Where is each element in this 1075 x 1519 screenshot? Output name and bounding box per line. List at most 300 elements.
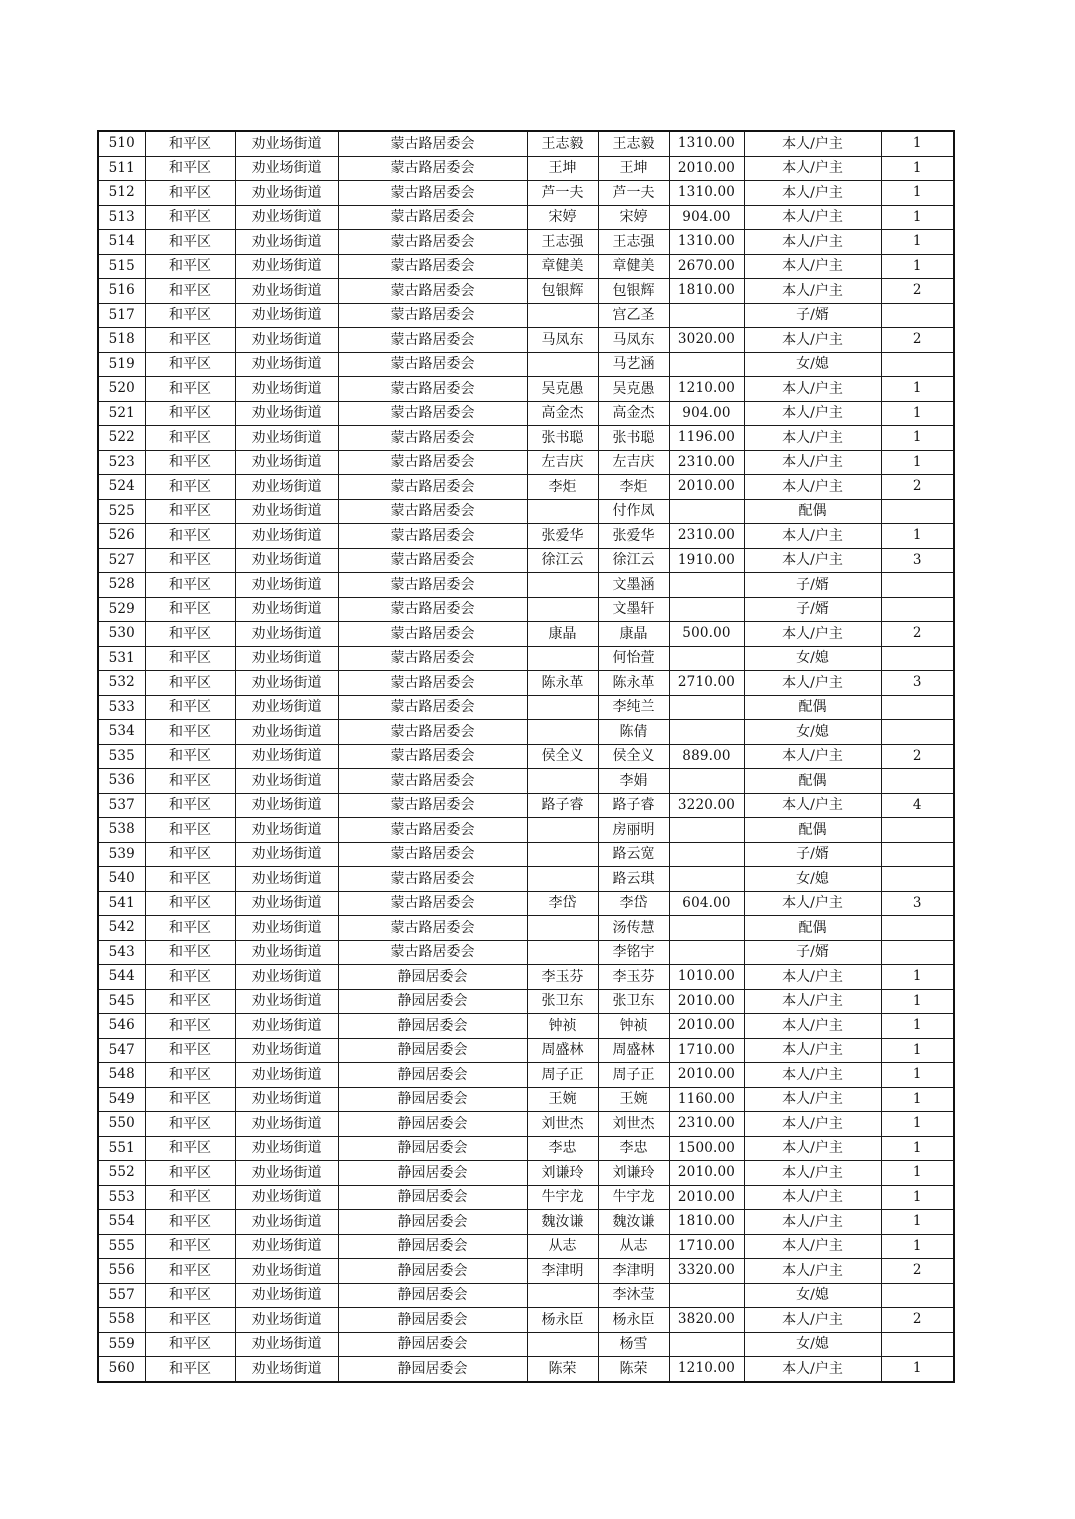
community-cell: 蒙古路居委会 [338,916,527,941]
table-row [98,1161,954,1186]
household-head-cell: 张爱华 [527,524,598,549]
community-cell: 蒙古路居委会 [338,450,527,475]
household-head-cell [527,1283,598,1308]
relation-cell: 本人/户主 [744,279,881,304]
street-cell: 劝业场街道 [235,230,338,255]
household-head-cell [527,842,598,867]
table-row [98,671,954,696]
member-name-cell: 李岱 [598,891,669,916]
table-row [98,1112,954,1137]
relation-cell: 本人/户主 [744,1014,881,1039]
member-name-cell: 李炬 [598,475,669,500]
community-cell: 静园居委会 [338,1332,527,1357]
household-head-cell [527,916,598,941]
relation-cell: 女/媳 [744,867,881,892]
household-size-cell: 1 [881,1087,954,1112]
row-number-cell: 550 [98,1112,145,1137]
household-head-cell: 张书聪 [527,426,598,451]
district-cell: 和平区 [145,1161,235,1186]
relation-cell: 本人/户主 [744,622,881,647]
household-head-cell [527,597,598,622]
household-size-cell: 1 [881,989,954,1014]
street-cell: 劝业场街道 [235,720,338,745]
relation-cell: 本人/户主 [744,1357,881,1382]
street-cell: 劝业场街道 [235,818,338,843]
street-cell: 劝业场街道 [235,377,338,402]
row-number-cell: 521 [98,401,145,426]
row-number-cell: 544 [98,965,145,990]
amount-cell: 2010.00 [669,475,744,500]
street-cell: 劝业场街道 [235,891,338,916]
table-row [98,989,954,1014]
street-cell: 劝业场街道 [235,352,338,377]
household-size-cell [881,695,954,720]
household-size-cell: 3 [881,671,954,696]
relation-cell: 女/媳 [744,352,881,377]
row-number-cell: 519 [98,352,145,377]
district-cell: 和平区 [145,548,235,573]
relation-cell: 女/媳 [744,1283,881,1308]
household-head-cell [527,499,598,524]
relation-cell: 本人/户主 [744,1185,881,1210]
community-cell: 蒙古路居委会 [338,205,527,230]
household-size-cell: 1 [881,426,954,451]
household-head-cell [527,695,598,720]
member-name-cell: 刘谦玲 [598,1161,669,1186]
relation-cell: 本人/户主 [744,524,881,549]
district-cell: 和平区 [145,328,235,353]
street-cell: 劝业场街道 [235,1087,338,1112]
row-number-cell: 522 [98,426,145,451]
member-name-cell: 周盛林 [598,1038,669,1063]
relation-cell: 本人/户主 [744,1112,881,1137]
member-name-cell: 王婉 [598,1087,669,1112]
member-name-cell: 李玉芬 [598,965,669,990]
member-name-cell: 张书聪 [598,426,669,451]
member-name-cell: 左吉庆 [598,450,669,475]
row-number-cell: 520 [98,377,145,402]
amount-cell: 3320.00 [669,1259,744,1284]
household-head-cell: 李玉芬 [527,965,598,990]
community-cell: 蒙古路居委会 [338,131,527,156]
table-row [98,891,954,916]
household-head-cell: 陈永革 [527,671,598,696]
member-name-cell: 高金杰 [598,401,669,426]
member-name-cell: 陈荣 [598,1357,669,1382]
household-size-cell [881,818,954,843]
household-size-cell: 1 [881,205,954,230]
street-cell: 劝业场街道 [235,1136,338,1161]
household-size-cell: 1 [881,1112,954,1137]
district-cell: 和平区 [145,695,235,720]
district-cell: 和平区 [145,965,235,990]
amount-cell: 1910.00 [669,548,744,573]
household-head-cell: 章健美 [527,254,598,279]
member-name-cell: 王志毅 [598,131,669,156]
district-cell: 和平区 [145,671,235,696]
row-number-cell: 535 [98,744,145,769]
community-cell: 蒙古路居委会 [338,524,527,549]
district-cell: 和平区 [145,1112,235,1137]
member-name-cell: 房丽明 [598,818,669,843]
street-cell: 劝业场街道 [235,1185,338,1210]
street-cell: 劝业场街道 [235,401,338,426]
member-name-cell: 芦一夫 [598,181,669,206]
street-cell: 劝业场街道 [235,622,338,647]
member-name-cell: 陈永革 [598,671,669,696]
district-cell: 和平区 [145,793,235,818]
street-cell: 劝业场街道 [235,965,338,990]
table-row [98,1087,954,1112]
household-head-cell: 康晶 [527,622,598,647]
row-number-cell: 541 [98,891,145,916]
relation-cell: 本人/户主 [744,426,881,451]
household-head-cell: 包银辉 [527,279,598,304]
amount-cell: 1810.00 [669,1210,744,1235]
row-number-cell: 557 [98,1283,145,1308]
household-head-cell [527,818,598,843]
row-number-cell: 527 [98,548,145,573]
relation-cell: 子/婿 [744,842,881,867]
amount-cell: 889.00 [669,744,744,769]
amount-cell [669,1332,744,1357]
district-cell: 和平区 [145,377,235,402]
row-number-cell: 510 [98,131,145,156]
community-cell: 蒙古路居委会 [338,426,527,451]
street-cell: 劝业场街道 [235,1014,338,1039]
household-size-cell: 1 [881,156,954,181]
household-size-cell: 1 [881,1357,954,1382]
relation-cell: 子/婿 [744,940,881,965]
relation-cell: 本人/户主 [744,230,881,255]
member-name-cell: 宫乙圣 [598,303,669,328]
table-row [98,818,954,843]
community-cell: 蒙古路居委会 [338,279,527,304]
street-cell: 劝业场街道 [235,131,338,156]
household-size-cell [881,1332,954,1357]
district-cell: 和平区 [145,867,235,892]
member-name-cell: 李铭宇 [598,940,669,965]
member-name-cell: 魏汝谦 [598,1210,669,1235]
district-cell: 和平区 [145,646,235,671]
relation-cell: 本人/户主 [744,377,881,402]
row-number-cell: 546 [98,1014,145,1039]
community-cell: 蒙古路居委会 [338,548,527,573]
amount-cell: 604.00 [669,891,744,916]
street-cell: 劝业场街道 [235,695,338,720]
amount-cell: 3820.00 [669,1308,744,1333]
table-row [98,1332,954,1357]
amount-cell: 2010.00 [669,1161,744,1186]
household-size-cell: 4 [881,793,954,818]
row-number-cell: 539 [98,842,145,867]
table-row [98,965,954,990]
community-cell: 静园居委会 [338,1357,527,1382]
row-number-cell: 542 [98,916,145,941]
household-size-cell: 1 [881,254,954,279]
community-cell: 蒙古路居委会 [338,867,527,892]
street-cell: 劝业场街道 [235,646,338,671]
member-name-cell: 钟祯 [598,1014,669,1039]
row-number-cell: 538 [98,818,145,843]
member-name-cell: 马凤东 [598,328,669,353]
district-cell: 和平区 [145,1357,235,1382]
row-number-cell: 531 [98,646,145,671]
household-size-cell [881,842,954,867]
member-name-cell: 马艺涵 [598,352,669,377]
table-row [98,230,954,255]
member-name-cell: 文墨轩 [598,597,669,622]
table-row [98,940,954,965]
community-cell: 静园居委会 [338,1112,527,1137]
household-head-cell: 刘世杰 [527,1112,598,1137]
relation-cell: 本人/户主 [744,1087,881,1112]
amount-cell: 904.00 [669,401,744,426]
district-cell: 和平区 [145,940,235,965]
household-size-cell [881,867,954,892]
member-name-cell: 吴克愚 [598,377,669,402]
row-number-cell: 556 [98,1259,145,1284]
table-row [98,352,954,377]
row-number-cell: 536 [98,769,145,794]
amount-cell: 904.00 [669,205,744,230]
row-number-cell: 517 [98,303,145,328]
household-size-cell [881,720,954,745]
district-cell: 和平区 [145,842,235,867]
household-size-cell: 2 [881,475,954,500]
amount-cell: 1500.00 [669,1136,744,1161]
row-number-cell: 530 [98,622,145,647]
district-cell: 和平区 [145,597,235,622]
amount-cell: 1160.00 [669,1087,744,1112]
community-cell: 静园居委会 [338,1136,527,1161]
relation-cell: 本人/户主 [744,548,881,573]
row-number-cell: 533 [98,695,145,720]
district-cell: 和平区 [145,131,235,156]
community-cell: 静园居委会 [338,989,527,1014]
relation-cell: 本人/户主 [744,891,881,916]
household-head-cell: 钟祯 [527,1014,598,1039]
household-head-cell: 左吉庆 [527,450,598,475]
street-cell: 劝业场街道 [235,499,338,524]
member-name-cell: 王志强 [598,230,669,255]
district-cell: 和平区 [145,254,235,279]
household-head-cell [527,646,598,671]
member-name-cell: 杨雪 [598,1332,669,1357]
amount-cell: 2710.00 [669,671,744,696]
relation-cell: 本人/户主 [744,1038,881,1063]
household-size-cell: 1 [881,1136,954,1161]
community-cell: 蒙古路居委会 [338,181,527,206]
street-cell: 劝业场街道 [235,769,338,794]
amount-cell: 2310.00 [669,450,744,475]
relation-cell: 子/婿 [744,303,881,328]
district-cell: 和平区 [145,205,235,230]
row-number-cell: 523 [98,450,145,475]
amount-cell [669,352,744,377]
household-head-cell: 路子睿 [527,793,598,818]
street-cell: 劝业场街道 [235,671,338,696]
household-size-cell: 1 [881,131,954,156]
table-row [98,475,954,500]
district-cell: 和平区 [145,401,235,426]
amount-cell [669,597,744,622]
household-head-cell [527,940,598,965]
relation-cell: 本人/户主 [744,475,881,500]
table-row [98,254,954,279]
household-head-cell [527,1332,598,1357]
street-cell: 劝业场街道 [235,475,338,500]
street-cell: 劝业场街道 [235,181,338,206]
household-size-cell: 2 [881,328,954,353]
district-cell: 和平区 [145,573,235,598]
amount-cell: 1210.00 [669,1357,744,1382]
street-cell: 劝业场街道 [235,744,338,769]
community-cell: 蒙古路居委会 [338,842,527,867]
relation-cell: 女/媳 [744,1332,881,1357]
amount-cell: 1310.00 [669,181,744,206]
amount-cell: 1310.00 [669,230,744,255]
member-name-cell: 李沐莹 [598,1283,669,1308]
amount-cell: 2010.00 [669,989,744,1014]
amount-cell: 2010.00 [669,156,744,181]
district-cell: 和平区 [145,1014,235,1039]
member-name-cell: 文墨涵 [598,573,669,598]
row-number-cell: 525 [98,499,145,524]
street-cell: 劝业场街道 [235,940,338,965]
street-cell: 劝业场街道 [235,842,338,867]
member-name-cell: 杨永臣 [598,1308,669,1333]
table-row [98,695,954,720]
amount-cell: 2010.00 [669,1063,744,1088]
street-cell: 劝业场街道 [235,989,338,1014]
row-number-cell: 555 [98,1234,145,1259]
community-cell: 蒙古路居委会 [338,573,527,598]
district-cell: 和平区 [145,352,235,377]
table-row [98,328,954,353]
amount-cell: 2310.00 [669,524,744,549]
district-cell: 和平区 [145,1210,235,1235]
relation-cell: 子/婿 [744,573,881,598]
household-head-cell: 徐江云 [527,548,598,573]
household-size-cell: 1 [881,181,954,206]
community-cell: 蒙古路居委会 [338,499,527,524]
table-row [98,156,954,181]
household-head-cell: 周盛林 [527,1038,598,1063]
street-cell: 劝业场街道 [235,548,338,573]
member-name-cell: 李津明 [598,1259,669,1284]
household-head-cell: 牛宇龙 [527,1185,598,1210]
household-size-cell: 1 [881,1185,954,1210]
member-name-cell: 徐江云 [598,548,669,573]
table-row [98,1136,954,1161]
relation-cell: 本人/户主 [744,989,881,1014]
amount-cell [669,720,744,745]
row-number-cell: 543 [98,940,145,965]
amount-cell [669,916,744,941]
household-size-cell: 1 [881,1161,954,1186]
household-head-cell: 王婉 [527,1087,598,1112]
amount-cell [669,646,744,671]
community-cell: 静园居委会 [338,1234,527,1259]
household-head-cell: 魏汝谦 [527,1210,598,1235]
street-cell: 劝业场街道 [235,254,338,279]
district-cell: 和平区 [145,891,235,916]
relation-cell: 本人/户主 [744,254,881,279]
household-head-cell: 李岱 [527,891,598,916]
street-cell: 劝业场街道 [235,156,338,181]
amount-cell: 3020.00 [669,328,744,353]
table-row [98,597,954,622]
row-number-cell: 551 [98,1136,145,1161]
street-cell: 劝业场街道 [235,1038,338,1063]
amount-cell: 1010.00 [669,965,744,990]
household-head-cell: 李忠 [527,1136,598,1161]
amount-cell: 2010.00 [669,1014,744,1039]
relation-cell: 本人/户主 [744,181,881,206]
household-head-cell: 张卫东 [527,989,598,1014]
amount-cell [669,769,744,794]
community-cell: 蒙古路居委会 [338,622,527,647]
community-cell: 静园居委会 [338,1185,527,1210]
amount-cell: 2010.00 [669,1185,744,1210]
relation-cell: 本人/户主 [744,1234,881,1259]
amount-cell [669,1283,744,1308]
amount-cell: 1210.00 [669,377,744,402]
community-cell: 静园居委会 [338,1283,527,1308]
household-head-cell [527,720,598,745]
relation-cell: 本人/户主 [744,1063,881,1088]
relation-cell: 配偶 [744,818,881,843]
community-cell: 蒙古路居委会 [338,401,527,426]
row-number-cell: 559 [98,1332,145,1357]
table-row [98,181,954,206]
street-cell: 劝业场街道 [235,1283,338,1308]
row-number-cell: 547 [98,1038,145,1063]
table-row [98,1210,954,1235]
community-cell: 蒙古路居委会 [338,793,527,818]
table-row [98,450,954,475]
amount-cell: 1710.00 [669,1038,744,1063]
table-row [98,916,954,941]
district-cell: 和平区 [145,1185,235,1210]
relation-cell: 本人/户主 [744,156,881,181]
table-row [98,1259,954,1284]
community-cell: 蒙古路居委会 [338,940,527,965]
table-row [98,1063,954,1088]
street-cell: 劝业场街道 [235,1234,338,1259]
community-cell: 蒙古路居委会 [338,303,527,328]
household-size-cell: 1 [881,401,954,426]
district-cell: 和平区 [145,989,235,1014]
district-cell: 和平区 [145,156,235,181]
community-cell: 蒙古路居委会 [338,671,527,696]
household-head-cell: 宋婷 [527,205,598,230]
household-size-cell: 1 [881,230,954,255]
community-cell: 静园居委会 [338,1087,527,1112]
community-cell: 蒙古路居委会 [338,744,527,769]
relation-cell: 女/媳 [744,646,881,671]
amount-cell: 1196.00 [669,426,744,451]
household-size-cell: 1 [881,1038,954,1063]
table-row [98,646,954,671]
district-cell: 和平区 [145,1136,235,1161]
community-cell: 蒙古路居委会 [338,352,527,377]
street-cell: 劝业场街道 [235,1161,338,1186]
district-cell: 和平区 [145,475,235,500]
community-cell: 蒙古路居委会 [338,230,527,255]
relation-cell: 本人/户主 [744,1161,881,1186]
